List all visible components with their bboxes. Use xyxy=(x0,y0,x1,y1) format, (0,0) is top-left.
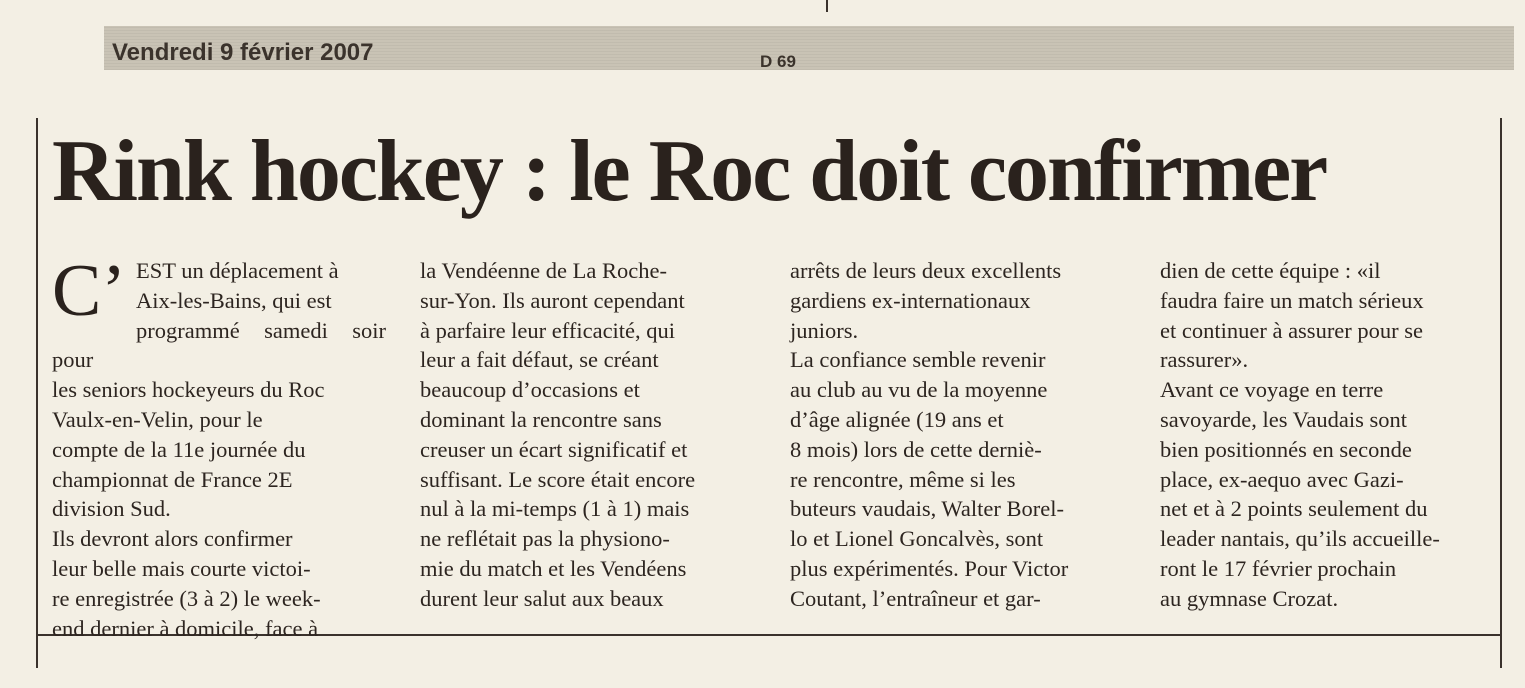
article-column-4 xyxy=(1160,256,1496,614)
text-line: leur a fait défaut, se créant xyxy=(420,347,659,373)
text-line: re enregistrée (3 à 2) le week- xyxy=(52,585,321,611)
text-line: ne reflétait pas la physiono- xyxy=(420,526,670,552)
text-line: et continuer à assurer pour se xyxy=(1160,317,1424,343)
text-line: mie du match et les Vendéens xyxy=(420,555,687,581)
text-line: gardiens ex-internationaux xyxy=(790,287,1031,313)
text-line: la Vendéenne de La Roche- xyxy=(420,258,667,283)
text-line: programmé samedi soir pour xyxy=(52,317,386,373)
left-frame-rule xyxy=(36,118,38,668)
text-line: d’âge alignée (19 ans et xyxy=(790,406,1004,432)
text-line: à parfaire leur efficacité, qui xyxy=(420,317,676,343)
text-line: La confiance semble revenir xyxy=(790,347,1046,373)
text-line: creuser un écart significatif et xyxy=(420,436,688,462)
article-column-3 xyxy=(790,256,1128,614)
text-line: championnat de France 2E xyxy=(52,466,293,492)
drop-cap: C’ xyxy=(52,250,126,332)
text-line: end dernier à domicile, face à xyxy=(52,615,319,641)
text-line: lo et Lionel Goncalvès, sont xyxy=(790,526,1044,552)
text-line: net et à 2 points seulement du xyxy=(1160,496,1428,522)
page-reference: D 69 xyxy=(760,52,796,71)
text-line: buteurs vaudais, Walter Borel- xyxy=(790,496,1064,522)
text-line: leader nantais, qu’ils accueille- xyxy=(1160,526,1440,552)
text-line: nul à la mi-temps (1 à 1) mais xyxy=(420,496,690,522)
top-rule xyxy=(826,0,828,12)
text-line: beaucoup d’occasions et xyxy=(420,377,640,403)
text-line: rassurer». xyxy=(1160,347,1249,373)
text-line: bien positionnés en seconde xyxy=(1160,436,1412,462)
text-line: Vaulx-en-Velin, pour le xyxy=(52,406,263,432)
text-line: leur belle mais courte victoi- xyxy=(52,555,311,581)
text-line: Aix-les-Bains, qui est xyxy=(136,287,332,313)
text-line: les seniors hockeyeurs du Roc xyxy=(52,377,325,403)
text-line: juniors. xyxy=(790,317,859,343)
text-line: arrêts de leurs deux excellents xyxy=(790,258,1062,283)
article-column-1 xyxy=(52,250,386,643)
text-line: division Sud. xyxy=(52,496,171,522)
text-line: au gymnase Crozat. xyxy=(1160,585,1339,611)
text-line: Coutant, l’entraîneur et gar- xyxy=(790,585,1041,611)
issue-date: Vendredi 9 février 2007 xyxy=(112,39,374,66)
right-frame-rule xyxy=(1500,118,1502,668)
text-line: re rencontre, même si les xyxy=(790,466,1016,492)
text-line: durent leur salut aux beaux xyxy=(420,585,664,611)
text-line: suffisant. Le score était encore xyxy=(420,466,696,492)
text-line: 8 mois) lors de cette derniè- xyxy=(790,436,1042,462)
text-line: savoyarde, les Vaudais sont xyxy=(1160,406,1408,432)
text-line: compte de la 11e journée du xyxy=(52,436,306,462)
text-line: dominant la rencontre sans xyxy=(420,406,662,432)
article-column-2 xyxy=(420,256,756,614)
text-line: faudra faire un match sérieux xyxy=(1160,287,1424,313)
text-line: ront le 17 février prochain xyxy=(1160,555,1397,581)
article-headline: Rink hockey : le Roc doit confirmer xyxy=(52,123,1327,220)
text-line: EST un déplacement à xyxy=(136,258,339,283)
text-line: au club au vu de la moyenne xyxy=(790,377,1048,403)
text-line: Ils devront alors confirmer xyxy=(52,526,293,552)
text-line: dien de cette équipe : «il xyxy=(1160,258,1381,283)
text-line: plus expérimentés. Pour Victor xyxy=(790,555,1069,581)
text-line: place, ex-aequo avec Gazi- xyxy=(1160,466,1404,492)
text-line: Avant ce voyage en terre xyxy=(1160,377,1384,403)
text-line: sur-Yon. Ils auront cependant xyxy=(420,287,685,313)
